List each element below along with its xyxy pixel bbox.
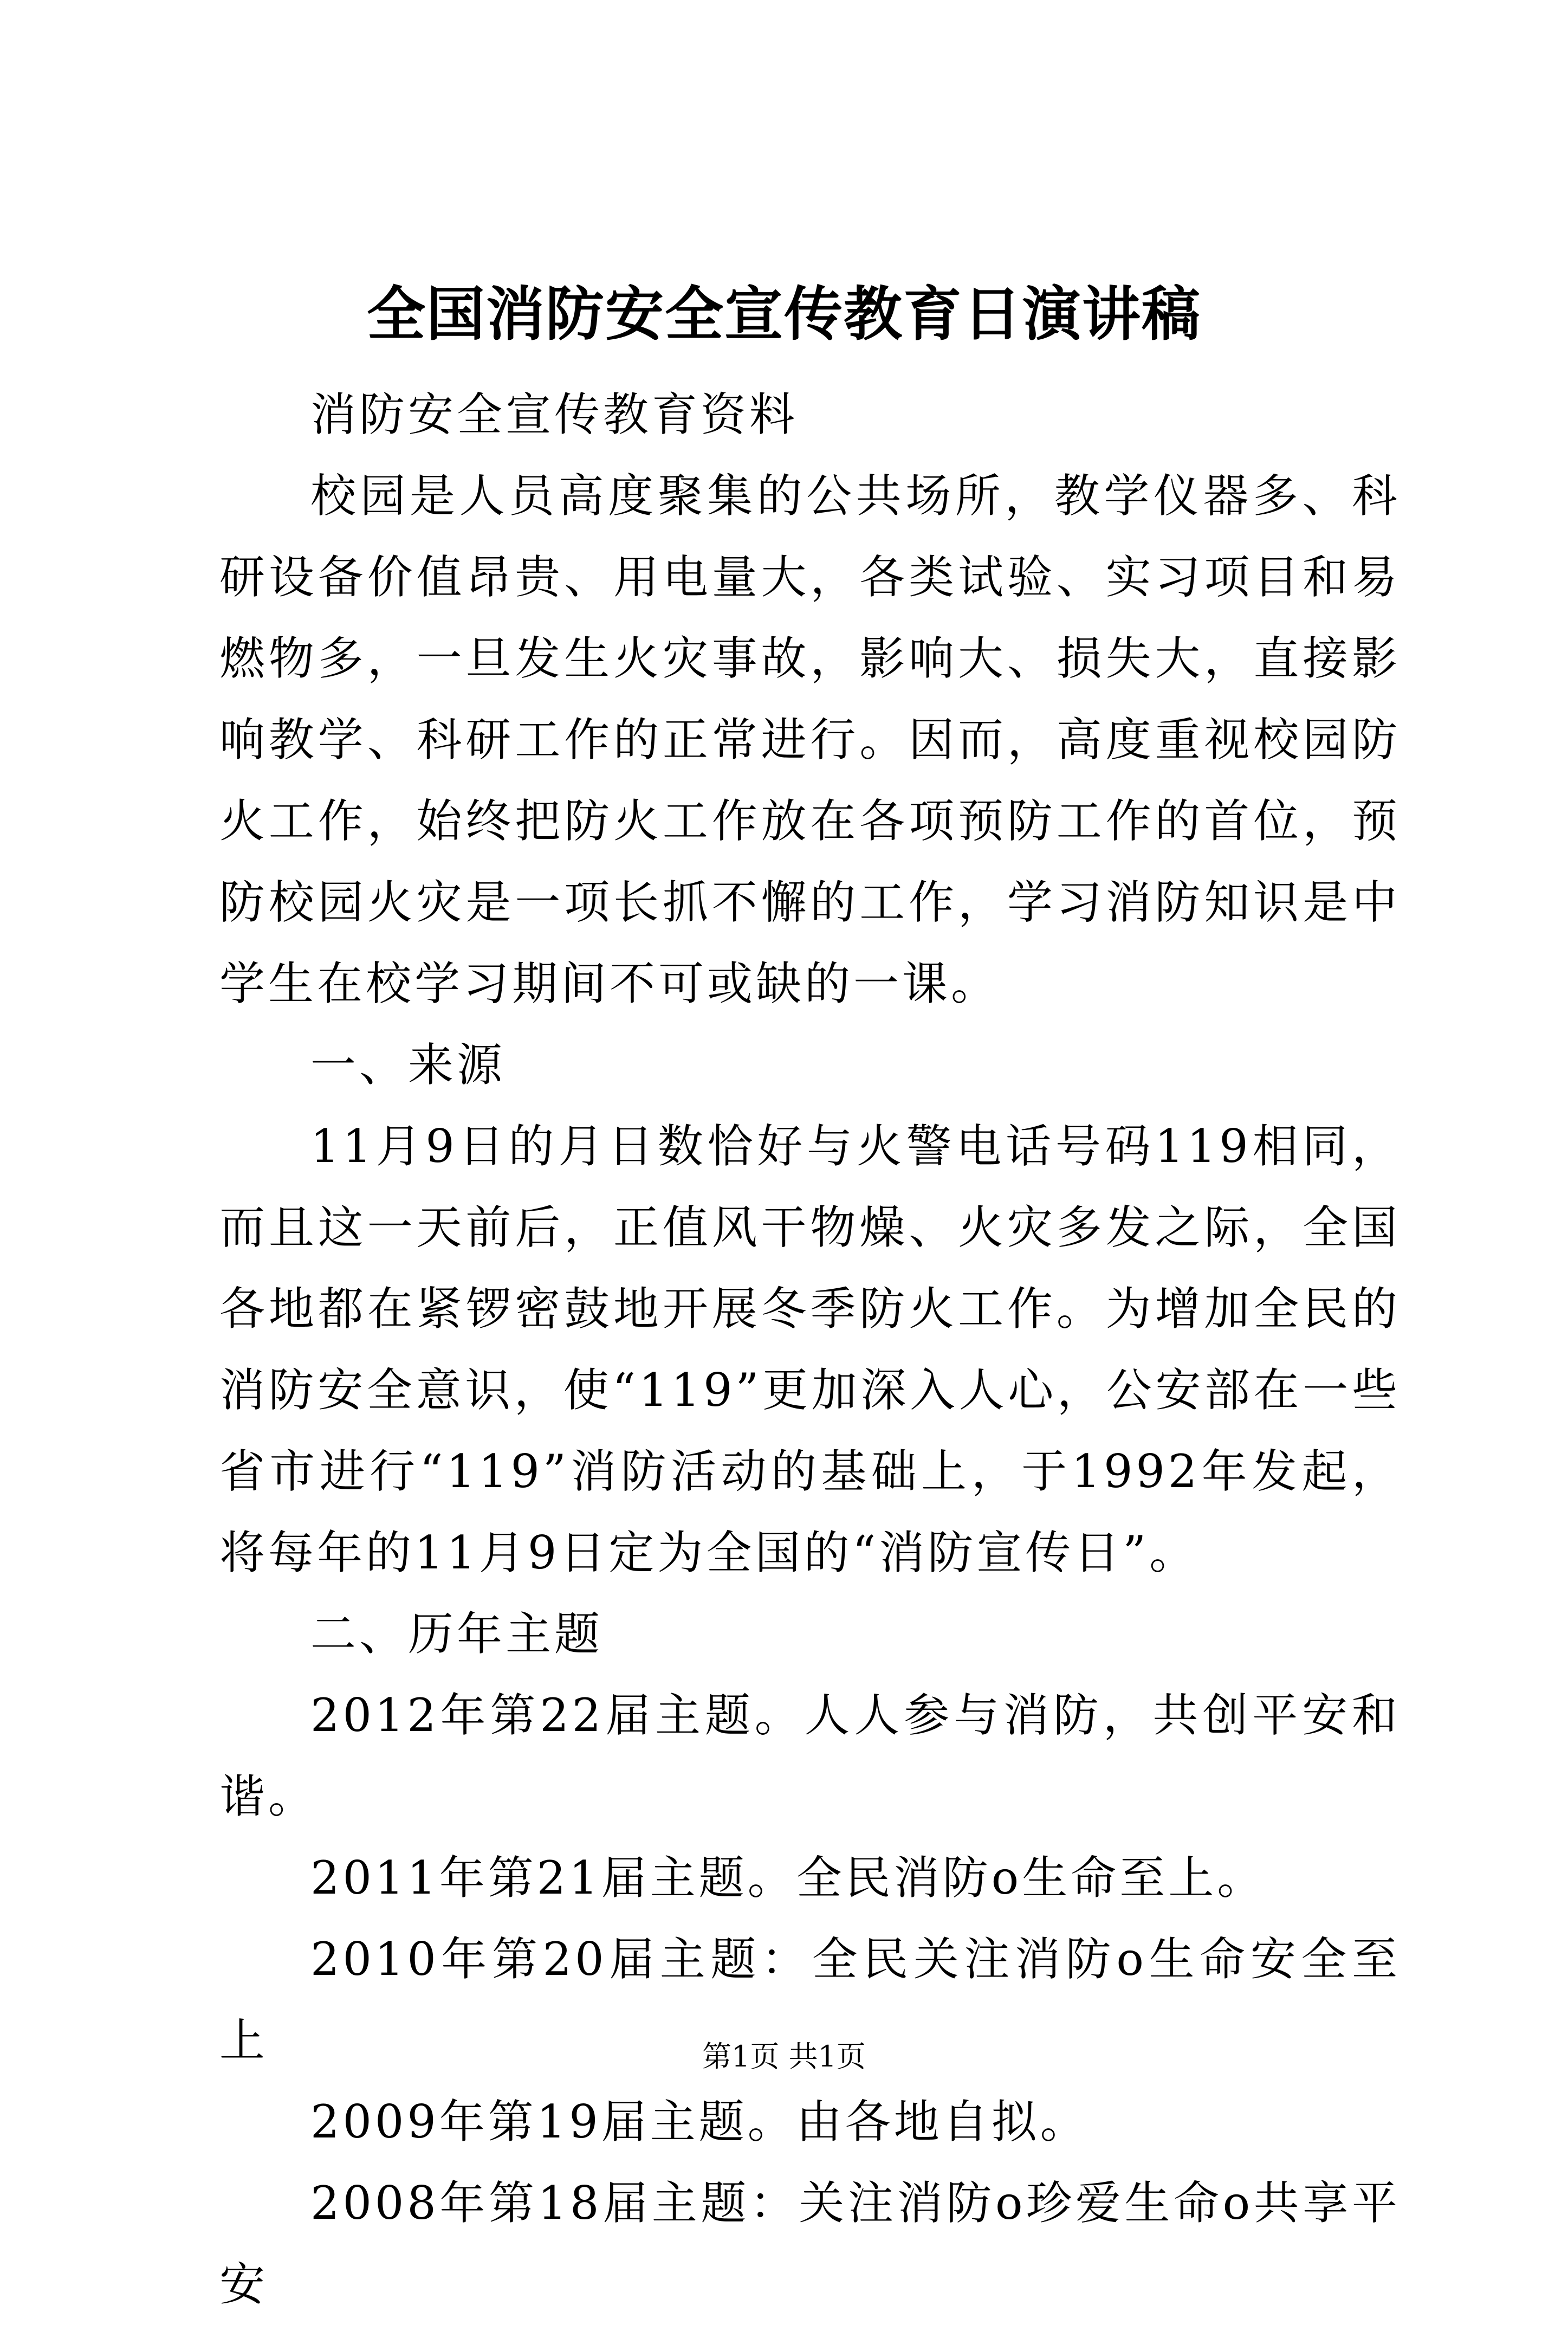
section-heading-origin: 一、来源: [310, 1038, 506, 1092]
theme-item-2010: 2010年第20届主题：全民关注消防ο生命安全至上: [219, 1933, 1401, 2067]
paragraph-campus-fire-safety: 校园是人员高度聚集的公共场所，教学仪器多、科研设备价值昂贵、用电量大，各类试验、实习项目和易燃物多，一旦发生火灾事故，影响大、损失大，直接影响教学、科研工作的正常进行。因而，高度重视校园防火工作，始终把防火工作放在各项预防工作的首位，预防校园火灾是一项长抓不懈的工作，学习消防知识是中学生在校学习期间不可或缺的一课。: [219, 469, 1401, 1010]
theme-item-2012: 2012年第22届主题。人人参与消防，共创平安和谐。: [219, 1689, 1401, 1823]
paragraph-materials-heading: 消防安全宣传教育资料: [310, 388, 799, 441]
theme-item-2008: 2008年第18届主题：关注消防ο珍爱生命ο共享平安: [219, 2177, 1401, 2311]
page-footer: 第1页 共1页: [702, 2039, 866, 2074]
paragraph-origin: 11月9日的月日数恰好与火警电话号码119相同，而且这一天前后，正值风干物燥、火灾多发之际，全国各地都在紧锣密鼓地开展冬季防火工作。为增加全民的消防安全意识，使“119”更加深入人心，公安部在一些省市进行“119”消防活动的基础上，于1992年发起，将每年的11月9日定为全国的“消防宣传日”。: [219, 1120, 1401, 1579]
theme-item-2009: 2009年第19届主题。由各地自拟。: [310, 2095, 1089, 2148]
document-body: [219, 374, 1401, 2325]
theme-item-2011: 2011年第21届主题。全民消防ο生命至上。: [310, 1851, 1266, 1904]
document-title: 全国消防安全宣传教育日演讲稿: [366, 280, 1201, 348]
section-heading-annual-themes: 二、历年主题: [310, 1607, 604, 1661]
